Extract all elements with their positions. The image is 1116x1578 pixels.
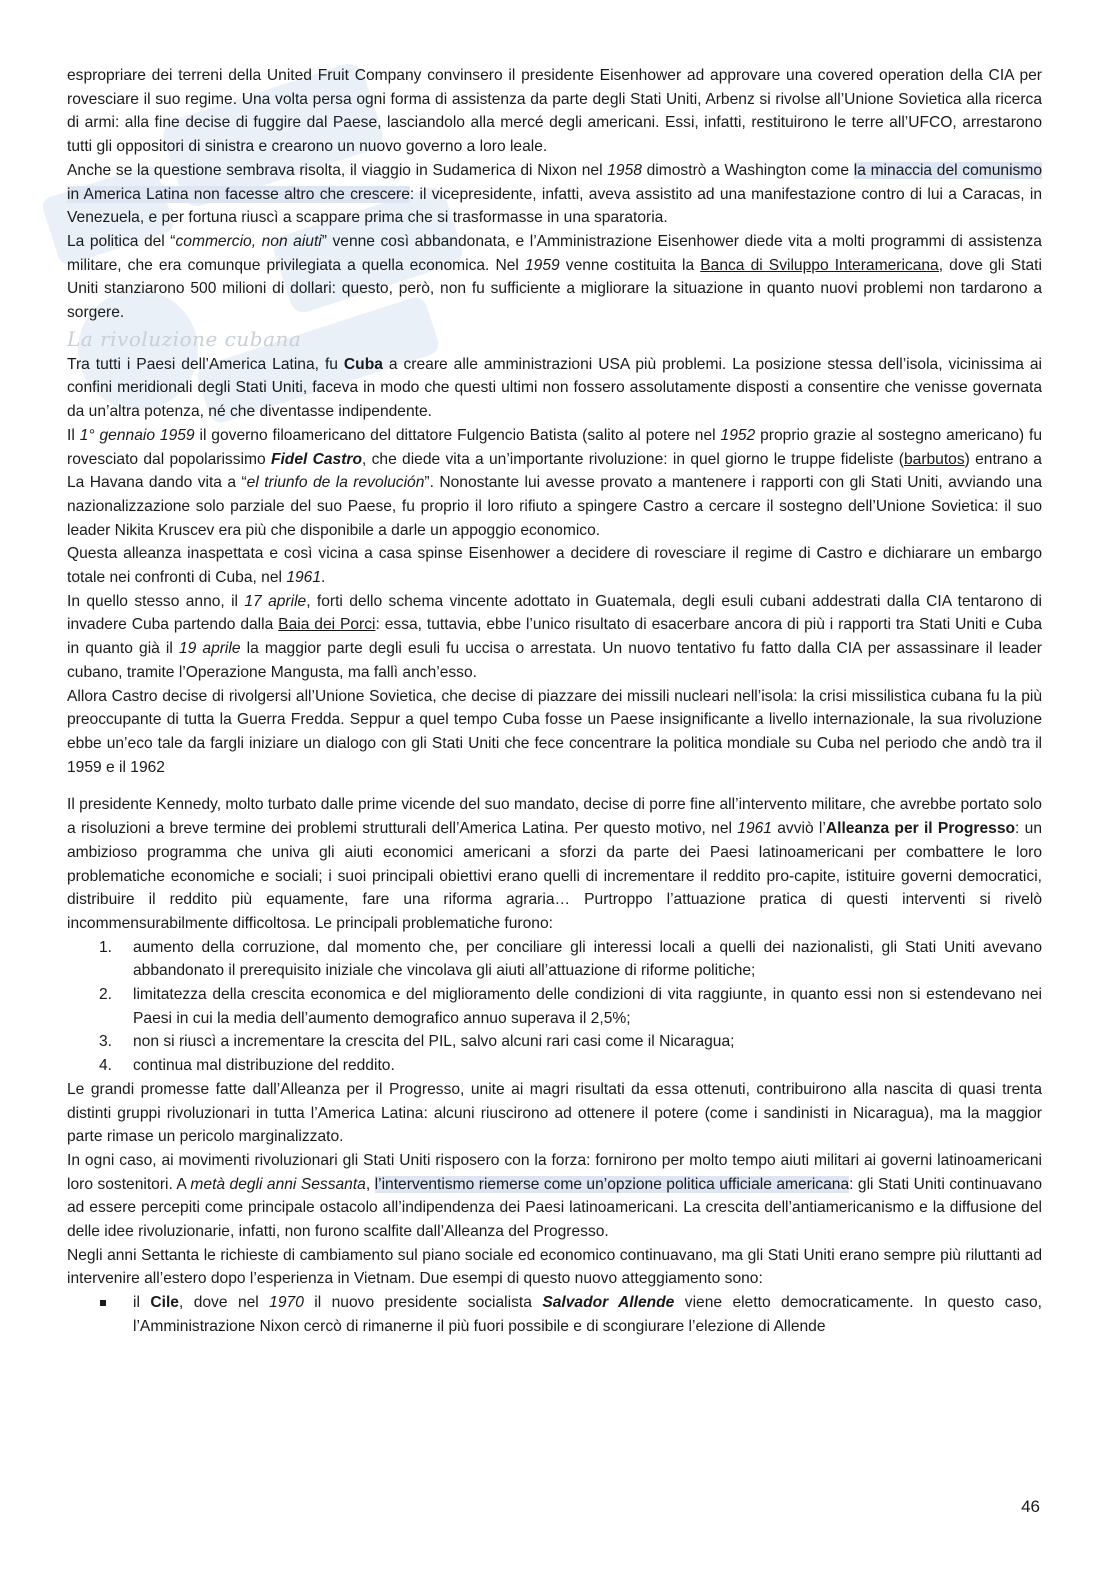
examples-list [67, 1291, 1042, 1338]
page-number: 46 [1021, 1497, 1040, 1516]
list-item: 2. limitatezza della crescita economica e del miglioramento delle condizioni di vita raggiunte, in quanto essi non si estendevano nei Paesi in cui la media dell’aumento demografico annuo superava il 2,5%; [99, 986, 1042, 1027]
section-heading: La rivoluzione cubana [67, 326, 302, 351]
list-item-chile: il Cile, dove nel 1970 il nuovo presidente socialista Salvador Allende viene eletto democraticamente. In questo caso, l’Amministrazione Nixon cercò di rimanerne il più fuori possibile e di scongiurare l’elezione di Allende [67, 1291, 1042, 1338]
paragraph-trade-not-aid: La politica del “commercio, non aiuti” venne così abbandonata, e l’Amministrazione Eisenhower diede vita a molti programmi di assistenza militare, che era comunque privilegiata a quella economica. Nel 1959 venne costituita la Banca di Sviluppo Interamericana, dove gli Stati Uniti stanziarono 500 milioni di dollari: questo, però, non fu sufficiente a migliorare la situazione in quanto nuovi problemi non tardarono a sorgere. [67, 232, 1042, 322]
highlight-interventionism: l’interventismo riemerse come un’opzione politica ufficiale americana [374, 1175, 850, 1193]
paragraph-kennedy-alliance: Il presidente Kennedy, molto turbato dalle prime vicende del suo mandato, decise di porre fine all’intervento militare, che avrebbe portato solo a risoluzioni a breve termine dei problemi strutturali dell’America Latina. Per questo motivo, nel 1961 avviò l’Alleanza per il Progresso: un ambizioso programma che univa gli aiuti economici americani a sforzi da parte dei Paesi latinoamericani per combattere le loro problematiche economiche e sociali; i suoi principali obiettivi erano quelli di incrementare il reddito pro-capite, istituire governi democratici, distribuire il reddito più equamente, fare una riforma agraria… Purtroppo l’attuazione pratica di questi interventi si rivelò incommensurabilmente difficoltosa. Le principali problematiche furono: [67, 796, 1043, 932]
paragraph-revolutionary-groups: Le grandi promesse fatte dall’Alleanza per il Progresso, unite ai magri risultati da essa ottenuti, contribuirono alla nascita di quasi trenta distinti gruppi rivoluzionari in tutta l’America Latina: alcuni riuscirono ad ottenere il potere (come i sandinisti in Nicaragua), ma la maggior parte rimase un pericolo marginalizzato. [67, 1080, 1042, 1146]
underlined-bay-of-pigs: Baia dei Porci [278, 616, 376, 634]
paragraph-missile-crisis: Allora Castro decise di rivolgersi all’Unione Sovietica, che decise di piazzare dei missili nucleari nell’isola: la crisi missilistica cubana fu la più preoccupante di tutta la Guerra Fredda. Seppur a quel tempo Cuba fosse un Paese insignificante a livello internazionale, la sua rivoluzione ebbe un’eco tale da fargli iniziare un dialogo con gli Stati Uniti che fece concentrare la politica mondiale su Cuba nel periodo che andò tra il 1959 e il 1962 [67, 687, 1042, 776]
paragraph-embargo: Questa alleanza inaspettata e così vicina a casa spinse Eisenhower a decidere di rovesciare il regime di Castro e dichiarare un embargo totale nei confronti di Cuba, nel 1961. [67, 545, 1042, 587]
paragraph-bay-of-pigs: In quello stesso anno, il 17 aprile, forti dello schema vincente adottato in Guatemala, degli esuli cubani addestrati dalla CIA tentarono di invadere Cuba partendo dalla Baia dei Porci: essa, tuttavia, ebbe l’unico risultato di esacerbare ancora di più i rapporti tra Stati Uniti e Cuba in quanto già il 19 aprile la maggior parte degli esuli fu uccisa o arrestata. Un nuovo tentativo fu fatto dalla CIA per assassinare il leader cubano, tramite l’Operazione Mangusta, ma fallì anch’esso. [67, 592, 1043, 681]
paragraph-nixon-trip: Anche se la questione sembrava risolta, il viaggio in Sudamerica di Nixon nel 1958 dimostrò a Washington come la minaccia del comunismo in America Latina non facesse altro che crescere: il vicepresidente, infatti, aveva assistito ad una manifestazione contro di lui a Caracas, in Venezuela, e per fortuna riuscì a scappare prima che si trasformasse in una sparatoria. [67, 161, 1043, 227]
paragraph-seventies: Negli anni Settanta le richieste di cambiamento sul piano sociale ed economico continuavano, ma gli Stati Uniti erano sempre più riluttanti ad intervenire all’estero dopo l’esperienza in Vietnam. Due esempi di questo nuovo atteggiamento sono: [67, 1246, 1042, 1288]
document-body [67, 64, 1042, 1339]
list-item: 3. non si riuscì a incrementare la crescita del PIL, salvo alcuni rari casi come il Nicaragua; [99, 1033, 735, 1051]
list-item: 4. continua mal distribuzione del reddito. [99, 1057, 395, 1075]
underlined-bank-term: Banca di Sviluppo Interamericana, [700, 256, 944, 274]
paragraph-castro-revolution: Il 1° gennaio 1959 il governo filoamericano del dittatore Fulgencio Batista (salito al potere nel 1952 proprio grazie al sostegno americano) fu rovesciato dal popolarissimo Fidel Castro, che diede vita a un’importante rivoluzione: in quel giorno le truppe fideliste (barbutos) entrano a La Havana dando vita a “el triunfo de la revolución”. Nonostante lui avesse provato a mantenere i rapporti con gli Stati Uniti, avviando una nazionalizzazione solo parziale del suo Paese, fu proprio il loro rifiuto a spingere Castro a cercare il sostegno dell’Unione Sovietica: il suo leader Nikita Kruscev era più che disponibile a darle un appoggio economico. [67, 426, 1043, 539]
highlight-communism-threat: la minaccia del comunismo in America Latina non facesse altro che crescere [67, 161, 1043, 203]
paragraph-cuba-intro: Tra tutti i Paesi dell’America Latina, fu Cuba a creare alle amministrazioni USA più problemi. La posizione stessa dell’isola, vicinissima ai confini meridionali degli Stati Uniti, faceva in modo che questi ultimi non fossero assolutamente disposti a consentire che venisse governata da un’altra potenza, né che diventasse indipendente. [67, 355, 1043, 421]
paragraph-guatemala: espropriare dei terreni della United Fruit Company convinsero il presidente Eisenhower ad approvare una covered operation della CIA per rovesciare il suo regime. Una volta persa ogni forma di assistenza da parte degli Stati Uniti, Arbenz si rivolse all’Unione Sovietica alla ricerca di armi: alla fine decise di fuggire dal Paese, lasciandolo alla mercé degli americani. Essi, infatti, restituirono le terre all’UFCO, arrestarono tutti gli oppositori di sinistra e crearono un nuovo governo a loro leale. [67, 67, 1042, 156]
square-bullet-icon [100, 1300, 106, 1306]
paragraph-interventionism: In ogni caso, ai movimenti rivoluzionari gli Stati Uniti risposero con la forza: fornirono per molto tempo aiuti militari ai governi latinoamericani loro sostenitori. A metà degli anni Sessanta, l’interventismo riemerse come un’opzione politica ufficiale americana: gli Stati Uniti continuavano ad essere percepiti come principale ostacolo all’indipendenza dei Paesi latinoamericani. La crescita dell’antiamericanismo e la diffusione del delle idee rivoluzionarie, infatti, non furono scalfite dall’Alleanza del Progresso. [67, 1151, 1042, 1241]
underlined-barbutos: barbutos [903, 450, 965, 468]
problems-list [67, 936, 1042, 1078]
list-item: 1. aumento della corruzione, dal momento che, per conciliare gli interessi locali a quelli dei nazionalisti, gli Stati Uniti avevano abbandonato il prerequisito iniziale che vincolava gli aiuti all’attuazione di riforme politiche; [99, 938, 1042, 980]
